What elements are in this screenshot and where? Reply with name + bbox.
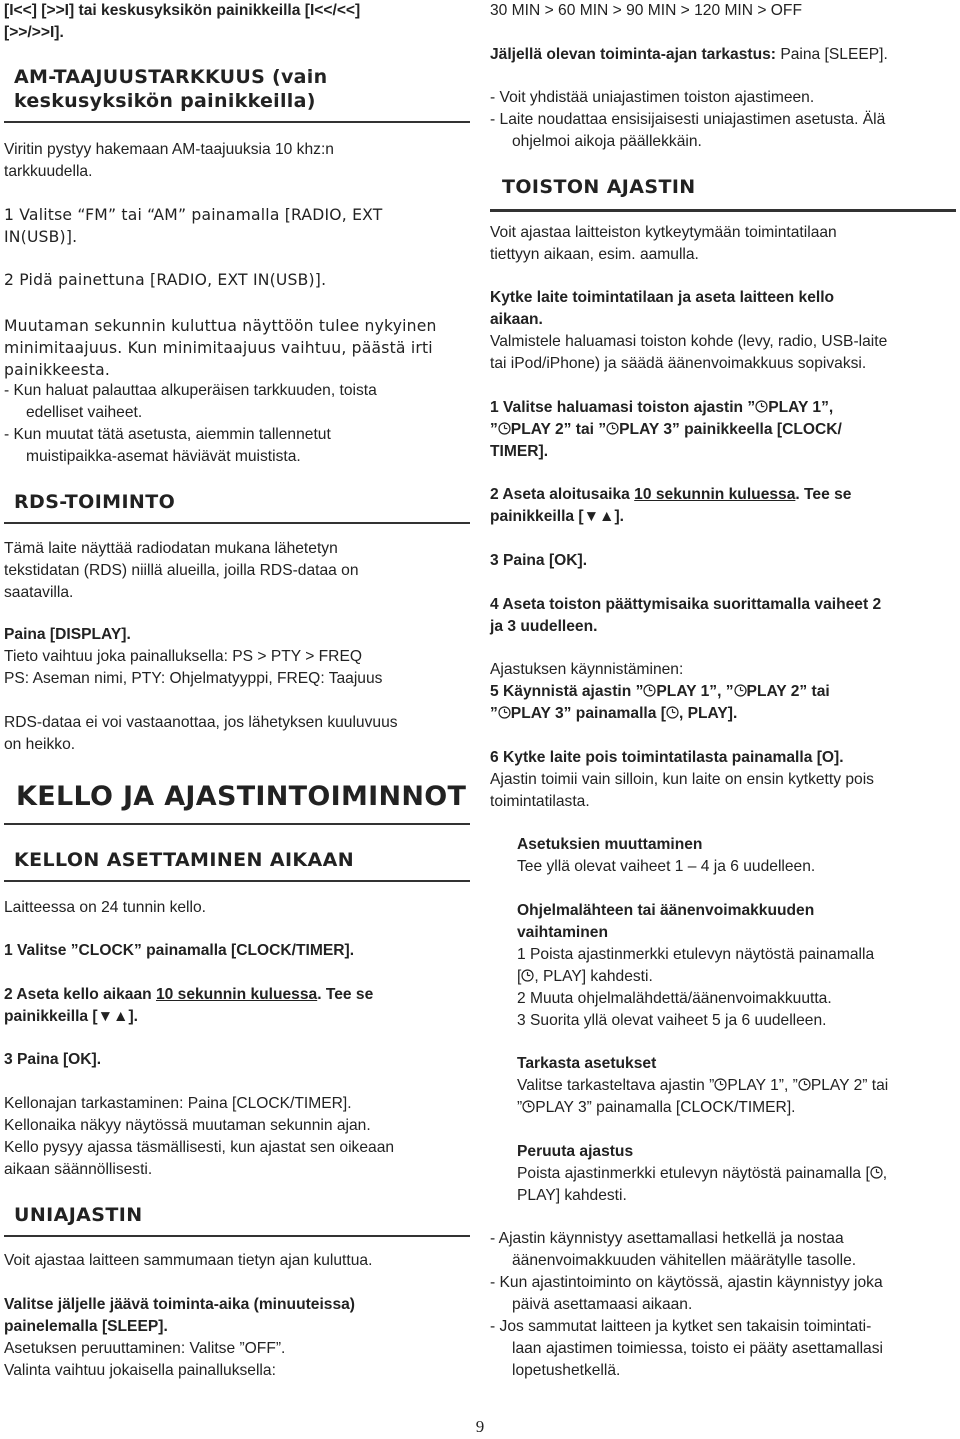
- am-heading-line-2: keskusyksikön painikkeilla): [14, 90, 316, 112]
- check-l2-b: PLAY 3” painamalla [CLOCK/TIMER].: [535, 1099, 796, 1116]
- sleep-check-bold: Jäljellä olevan toiminta-ajan tarkastus:: [490, 46, 776, 63]
- pt-s1-d: PLAY 2” tai ”: [510, 421, 607, 438]
- playtimer-step-3: [490, 550, 956, 572]
- pt-s1-a: 1 Valitse haluamasi toiston ajastin ”: [490, 399, 756, 416]
- sleep-cycle: Valinta vaihtuu jokaisella painalluksella:: [4, 1362, 276, 1379]
- sleep-note-2-line-2: ohjelmoi aikoja päällekkäin.: [512, 133, 702, 150]
- playtimer-heading-rule: [490, 209, 956, 212]
- cancel-line-2: PLAY] kahdesti.: [517, 1187, 627, 1204]
- rds-info: [4, 624, 470, 690]
- playtimer-prep: [490, 287, 956, 375]
- cancel-title: Peruuta ajastus: [517, 1143, 634, 1160]
- source-line-3: 2 Muuta ohjelmalähdettä/äänenvoimakkuutta.: [517, 990, 832, 1007]
- check-l1-b: PLAY 1”, ”: [727, 1077, 798, 1094]
- sleep-cycle-values-text: 30 MIN > 60 MIN > 90 MIN > 120 MIN > OFF: [490, 2, 802, 19]
- clock-check-1: Kellonajan tarkastaminen: Paina [CLOCK/TIMER].: [4, 1095, 352, 1112]
- pt-note1-line-2: äänenvoimakkuuden vähitellen määrätylle tasolle.: [512, 1252, 857, 1269]
- sleep-bold-line-1: Valitse jäljelle jäävä toiminta-aika (minuuteissa): [4, 1296, 356, 1313]
- am-result-line-3: painikkeesta.: [4, 361, 111, 379]
- timer-clock-icon: [643, 682, 656, 695]
- rds-intro-line-1: Tämä laite näyttää radiodatan mukana lähetetyn: [4, 540, 338, 557]
- clock-step-3: [4, 1049, 470, 1071]
- source-l2-a: [: [517, 968, 522, 985]
- am-heading: [4, 65, 470, 123]
- timer-clock-icon: [522, 1098, 535, 1111]
- check-l1-a: Valitse tarkasteltava ajastin ”: [517, 1077, 715, 1094]
- timer-clock-icon: [734, 682, 747, 695]
- am-result: [4, 315, 470, 381]
- source-line-2: [517, 966, 956, 988]
- sleep-notes: [490, 87, 956, 153]
- am-result-line-2: minimitaajuus. Kun minimitaajuus vaihtuu, päästä irti: [4, 339, 433, 357]
- source-title-1: Ohjelmalähteen tai äänenvoimakkuuden: [517, 902, 815, 919]
- pt-s2-underlined: 10 sekunnin kuluessa: [634, 486, 796, 503]
- sleep-check: [490, 44, 956, 66]
- timer-clock-icon: [666, 704, 679, 717]
- pt-s1-b: PLAY 1”,: [768, 399, 834, 416]
- change-title: Asetuksien muuttaminen: [517, 836, 703, 853]
- playtimer-intro-line-2: tiettyyn aikaan, esim. aamulla.: [490, 246, 699, 263]
- rds-heading: RDS-TOIMINTO: [4, 490, 470, 524]
- pt-s5-e: PLAY 3” painamalla [: [510, 705, 666, 722]
- clock-check-2: Kellonaika näkyy näytössä muutaman sekunnin ajan.: [4, 1117, 371, 1134]
- rds-info-1: Tieto vaihtuu joka painalluksella: PS > PTY > FREQ: [4, 648, 362, 665]
- playtimer-intro: [490, 222, 956, 266]
- cancel-l1-a: Poista ajastinmerkki etulevyn näytöstä painamalla [: [517, 1165, 870, 1182]
- pt-note2-line-2: päivä asettamaasi aikaan.: [512, 1296, 693, 1313]
- am-heading-line-1: AM-TAAJUUSTARKKUUS (vain: [14, 66, 328, 88]
- top-line-1: [I<<] [>>I] tai keskusyksikön painikkeilla [I<</<<]: [4, 2, 361, 19]
- sleep-check-line: [490, 44, 956, 66]
- playtimer-step6-note-2: toimintatilasta.: [490, 793, 590, 810]
- pt-note3-line-1: - Jos sammutat laitteen ja kytket sen takaisin toimintati-: [490, 1318, 872, 1335]
- clock-check: [4, 1093, 470, 1181]
- rds-note: [4, 712, 470, 756]
- am-note2-line-2: muistipaikka-asemat häviävät muistista.: [26, 448, 301, 465]
- rds-paina: Paina [DISPLAY].: [4, 626, 131, 643]
- playtimer-step4-line-2: ja 3 uudelleen.: [490, 618, 598, 635]
- sleep-intro-text: Voit ajastaa laitteen sammumaan tietyn ajan kuluttua.: [4, 1252, 373, 1269]
- am-step1-line-1: 1 Valitse “FM” tai “AM” painamalla [RADIO, EXT: [4, 206, 383, 224]
- rds-note-line-2: on heikko.: [4, 736, 76, 753]
- playtimer-step1-line-3: TIMER].: [490, 443, 549, 460]
- am-note-1: [4, 380, 470, 424]
- timer-clock-icon: [755, 398, 768, 411]
- playtimer-step5-line-2: [490, 703, 956, 725]
- playtimer-step4-line-1: 4 Aseta toiston päättymisaika suorittamalla vaiheet 2: [490, 596, 882, 613]
- clock-step1-text: 1 Valitse ”CLOCK” painamalla [CLOCK/TIMER].: [4, 942, 355, 959]
- cancel-l1-b: ,: [882, 1165, 888, 1182]
- clock-24h: [4, 897, 470, 919]
- check-line-2: [517, 1097, 956, 1119]
- playtimer-prep-plain-2: tai iPod/iPhone) ja säädä äänenvoimakkuus sopivaksi.: [490, 355, 867, 372]
- clock-step-2: [4, 984, 470, 1028]
- playtimer-step2-line-2: painikkeilla [▼▲].: [490, 508, 624, 525]
- playtimer-step6-note-1: Ajastin toimii vain silloin, kun laite on ensin kytketty pois: [490, 771, 874, 788]
- rds-note-line-1: RDS-dataa ei voi vastaanottaa, jos lähetyksen kuuluvuus: [4, 714, 398, 731]
- cancel-section: [490, 1141, 956, 1207]
- playtimer-notes: [490, 1228, 956, 1382]
- clock-step2-pre: 2 Aseta kello aikaan: [4, 986, 156, 1003]
- playtimer-step6-text: 6 Kytke laite pois toimintatilasta painamalla [O].: [490, 749, 844, 766]
- check-l1-c: PLAY 2” tai: [810, 1077, 889, 1094]
- playtimer-prep-bold-2: aikaan.: [490, 311, 543, 328]
- clock-step2-underlined: 10 sekunnin kuluessa: [155, 986, 318, 1003]
- sleep-bold-line-2: painelemalla [SLEEP].: [4, 1318, 168, 1335]
- am-step2-text: 2 Pidä painettuna [RADIO, EXT IN(USB)].: [4, 271, 327, 289]
- check-l2-a: ”: [517, 1099, 523, 1116]
- page-number: 9: [475, 1417, 485, 1436]
- rds-intro-line-2: tekstidatan (RDS) niillä alueilla, joilla RDS-dataa on: [4, 562, 359, 579]
- pt-s1-e: PLAY 3” painikkeella [CLOCK/: [619, 421, 842, 438]
- timer-clock-icon: [798, 1076, 811, 1089]
- timer-clock-icon: [498, 420, 511, 433]
- sleep-instructions: [4, 1294, 470, 1382]
- source-title-2: vaihtaminen: [517, 924, 608, 941]
- am-note1-line-2: edelliset vaiheet.: [26, 404, 143, 421]
- playtimer-start-label: Ajastuksen käynnistäminen:: [490, 661, 684, 678]
- clock-24h-text: Laitteessa on 24 tunnin kello.: [4, 899, 206, 916]
- top-lines: [4, 0, 470, 44]
- playtimer-step-4: [490, 594, 956, 638]
- pt-s1-c: ”: [490, 421, 498, 438]
- clock-step-1: [4, 940, 470, 962]
- pt-note1-line-1: - Ajastin käynnistyy asettamallasi hetkellä ja nostaa: [490, 1230, 844, 1247]
- timer-clock-icon: [498, 704, 511, 717]
- sleep-intro: [4, 1250, 470, 1272]
- clock-step2-post: . Tee se: [317, 986, 374, 1003]
- sleep-note-1: - Voit yhdistää uniajastimen toiston ajastimeen.: [490, 89, 815, 106]
- am-result-line-1: Muutaman sekunnin kuluttua näyttöön tulee nykyinen: [4, 317, 437, 335]
- pt-s5-f: , PLAY].: [678, 705, 738, 722]
- check-title: Tarkasta asetukset: [517, 1055, 657, 1072]
- pt-s5-d: ”: [490, 705, 498, 722]
- rds-intro-line-3: saatavilla.: [4, 584, 74, 601]
- sleep-check-rest: Paina [SLEEP].: [776, 46, 888, 63]
- timer-clock-icon: [870, 1164, 883, 1177]
- sleep-cycle-values: [490, 0, 956, 22]
- playtimer-prep-plain-1: Valmistele haluamasi toiston kohde (levy, radio, USB-laite: [490, 333, 888, 350]
- pt-s5-a: 5 Käynnistä ajastin ”: [490, 683, 644, 700]
- sleep-heading: UNIAJASTIN: [4, 1203, 470, 1237]
- rds-intro: [4, 538, 470, 604]
- am-note1-line-1: - Kun haluat palauttaa alkuperäisen tarkkuuden, toista: [4, 382, 377, 399]
- clock-check-3: Kello pysyy ajassa täsmällisesti, kun ajastat sen oikeaan: [4, 1139, 395, 1156]
- playtimer-step3-text: 3 Paina [OK].: [490, 552, 588, 569]
- sleep-cancel: Asetuksen peruuttaminen: Valitse ”OFF”.: [4, 1340, 286, 1357]
- playtimer-start: [490, 659, 956, 725]
- source-line-1: 1 Poista ajastinmerkki etulevyn näytöstä painamalla: [517, 946, 875, 963]
- pt-note3-line-3: lopetushetkellä.: [512, 1362, 621, 1379]
- am-step1-line-2: IN(USB)].: [4, 228, 78, 246]
- source-l2-b: , PLAY] kahdesti.: [534, 968, 653, 985]
- pt-note2-line-1: - Kun ajastintoiminto on käytössä, ajastin käynnistyy joka: [490, 1274, 883, 1291]
- playtimer-step2-line-1: [490, 484, 956, 506]
- top-line-2: [>>/>>I].: [4, 24, 64, 41]
- clock-step3-text: 3 Paina [OK].: [4, 1051, 102, 1068]
- am-note-2: [4, 424, 470, 468]
- timer-clock-icon: [714, 1076, 727, 1089]
- check-section: [490, 1053, 956, 1119]
- clock-step2-line-2: painikkeilla [▼▲].: [4, 1008, 138, 1025]
- am-step-1: [4, 204, 470, 248]
- playtimer-step-6: [490, 747, 956, 813]
- pt-note3-line-2: laan ajastimen toimiessa, toisto ei pääty asettamallasi: [512, 1340, 883, 1357]
- clock-heading: KELLON ASETTAMINEN AIKAAN: [4, 848, 470, 882]
- clock-main-heading: KELLO JA AJASTINTOIMINNOT: [4, 780, 470, 825]
- source-section: [490, 900, 956, 1032]
- am-step-2: [4, 269, 470, 291]
- cancel-line-1: [517, 1163, 956, 1185]
- playtimer-prep-bold-1: Kytke laite toimintatilaan ja aseta laitteen kello: [490, 289, 835, 306]
- rds-info-2: PS: Aseman nimi, PTY: Ohjelmatyyppi, FREQ: Taajuus: [4, 670, 383, 687]
- source-line-4: 3 Suorita yllä olevat vaiheet 5 ja 6 uudelleen.: [517, 1012, 827, 1029]
- pt-s2-pre: 2 Aseta aloitusaika: [490, 486, 635, 503]
- playtimer-step1-line-2: [490, 419, 956, 441]
- sleep-note-2-line-1: - Laite noudattaa ensisijaisesti uniajastimen asetusta. Älä: [490, 111, 886, 128]
- pt-s2-post: . Tee se: [795, 486, 852, 503]
- am-note2-line-1: - Kun muutat tätä asetusta, aiemmin tallennetut: [4, 426, 331, 443]
- playtimer-step-2: [490, 484, 956, 528]
- change-body: Tee yllä olevat vaiheet 1 – 4 ja 6 uudelleen.: [517, 858, 816, 875]
- am-intro-line-2: tarkkuudella.: [4, 163, 93, 180]
- timer-clock-icon: [521, 967, 534, 980]
- am-intro-line-1: Viritin pystyy hakemaan AM-taajuuksia 10 khz:n: [4, 141, 334, 158]
- clock-check-4: aikaan säännöllisesti.: [4, 1161, 153, 1178]
- playtimer-heading: TOISTON AJASTIN: [502, 176, 696, 198]
- change-section: [490, 834, 956, 878]
- pt-s5-c: PLAY 2” tai: [746, 683, 830, 700]
- am-intro: [4, 139, 470, 183]
- check-line-1: [517, 1075, 956, 1097]
- timer-clock-icon: [606, 420, 619, 433]
- clock-step2-line-1: [4, 984, 470, 1006]
- playtimer-step1-line-1: [490, 397, 956, 419]
- playtimer-intro-line-1: Voit ajastaa laitteiston kytkeytymään toimintatilaan: [490, 224, 837, 241]
- pt-s5-b: PLAY 1”, ”: [656, 683, 734, 700]
- playtimer-step-1: [490, 397, 956, 463]
- playtimer-step5-line-1: [490, 681, 956, 703]
